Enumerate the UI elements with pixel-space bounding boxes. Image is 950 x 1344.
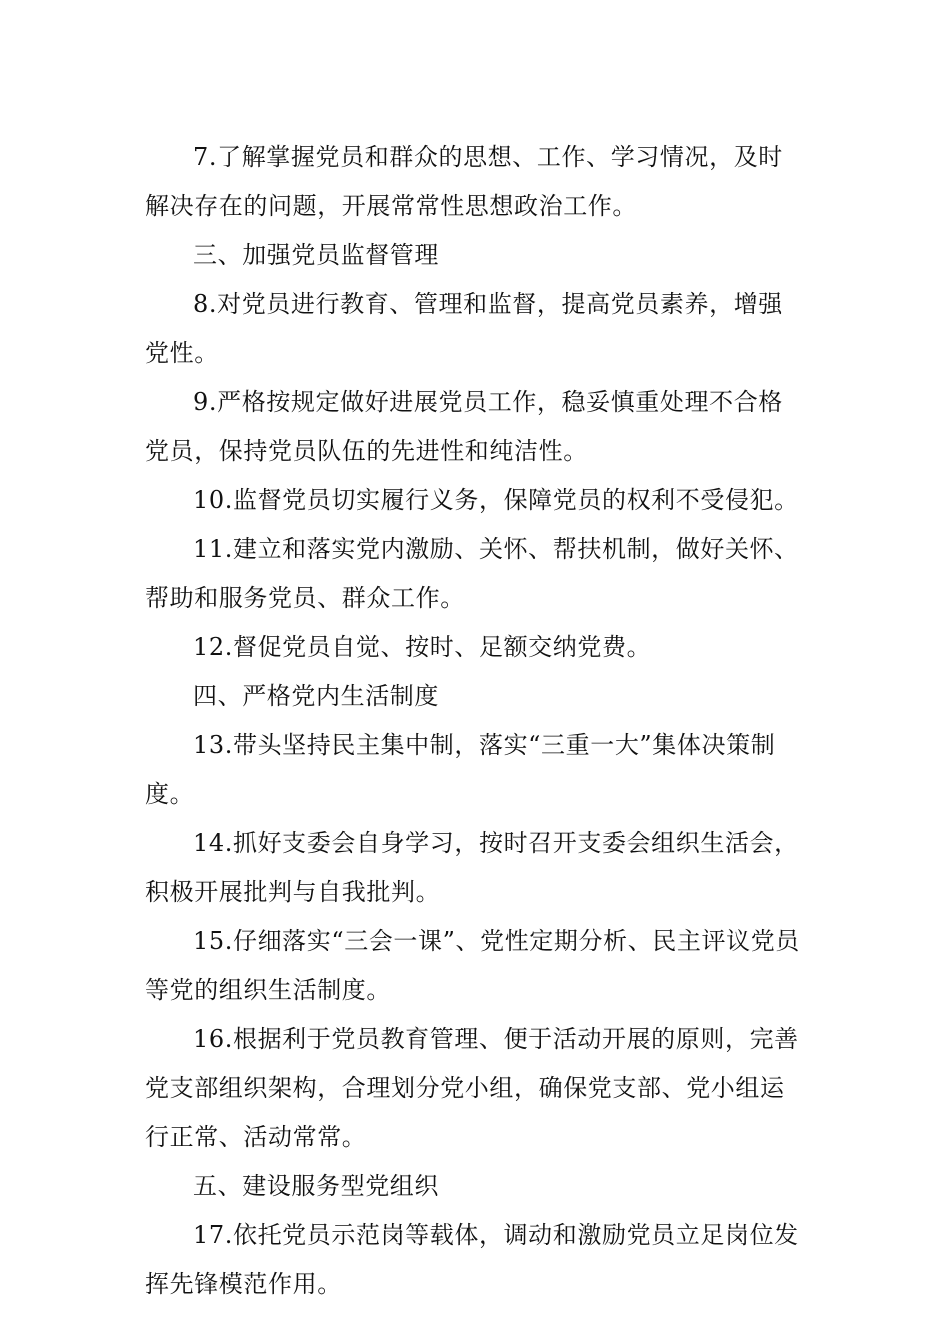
paragraph-item-11: 11.建立和落实党内激励、关怀、帮扶机制，做好关怀、帮助和服务党员、群众工作。 [145,535,799,612]
paragraph-item-14: 14.抓好支委会自身学习，按时召开支委会组织生活会，积极开展批判与自我批判。 [145,829,799,906]
section-heading-5: 五、建设服务型党组织 [193,1172,439,1200]
paragraph-item-12: 12.督促党员自觉、按时、足额交纳党费。 [193,633,652,661]
paragraph-item-17: 17.依托党员示范岗等载体，调动和激励党员立足岗位发挥先锋模范作用。 [145,1221,799,1298]
paragraph-item-10: 10.监督党员切实履行义务，保障党员的权利不受侵犯。 [193,486,799,514]
section-heading-3: 三、加强党员监督管理 [193,241,439,269]
section-heading-4: 四、严格党内生活制度 [193,682,439,710]
paragraph-item-15: 15.仔细落实“三会一课”、党性定期分析、民主评议党员等党的组织生活制度。 [145,927,800,1004]
paragraph-item-7: 7.了解掌握党员和群众的思想、工作、学习情况，及时解决存在的问题，开展常常性思想政治工作。 [145,143,783,220]
paragraph-item-16: 16.根据利于党员教育管理、便于活动开展的原则，完善党支部组织架构，合理划分党小组，确保党支部、党小组运行正常、活动常常。 [145,1025,799,1151]
paragraph-item-9: 9.严格按规定做好进展党员工作，稳妥慎重处理不合格党员，保持党员队伍的先进性和纯洁性。 [145,388,783,465]
paragraph-item-13: 13.带头坚持民主集中制，落实“三重一大”集体决策制度。 [145,731,776,808]
paragraph-item-8: 8.对党员进行教育、管理和监督，提高党员素养，增强党性。 [145,290,783,367]
